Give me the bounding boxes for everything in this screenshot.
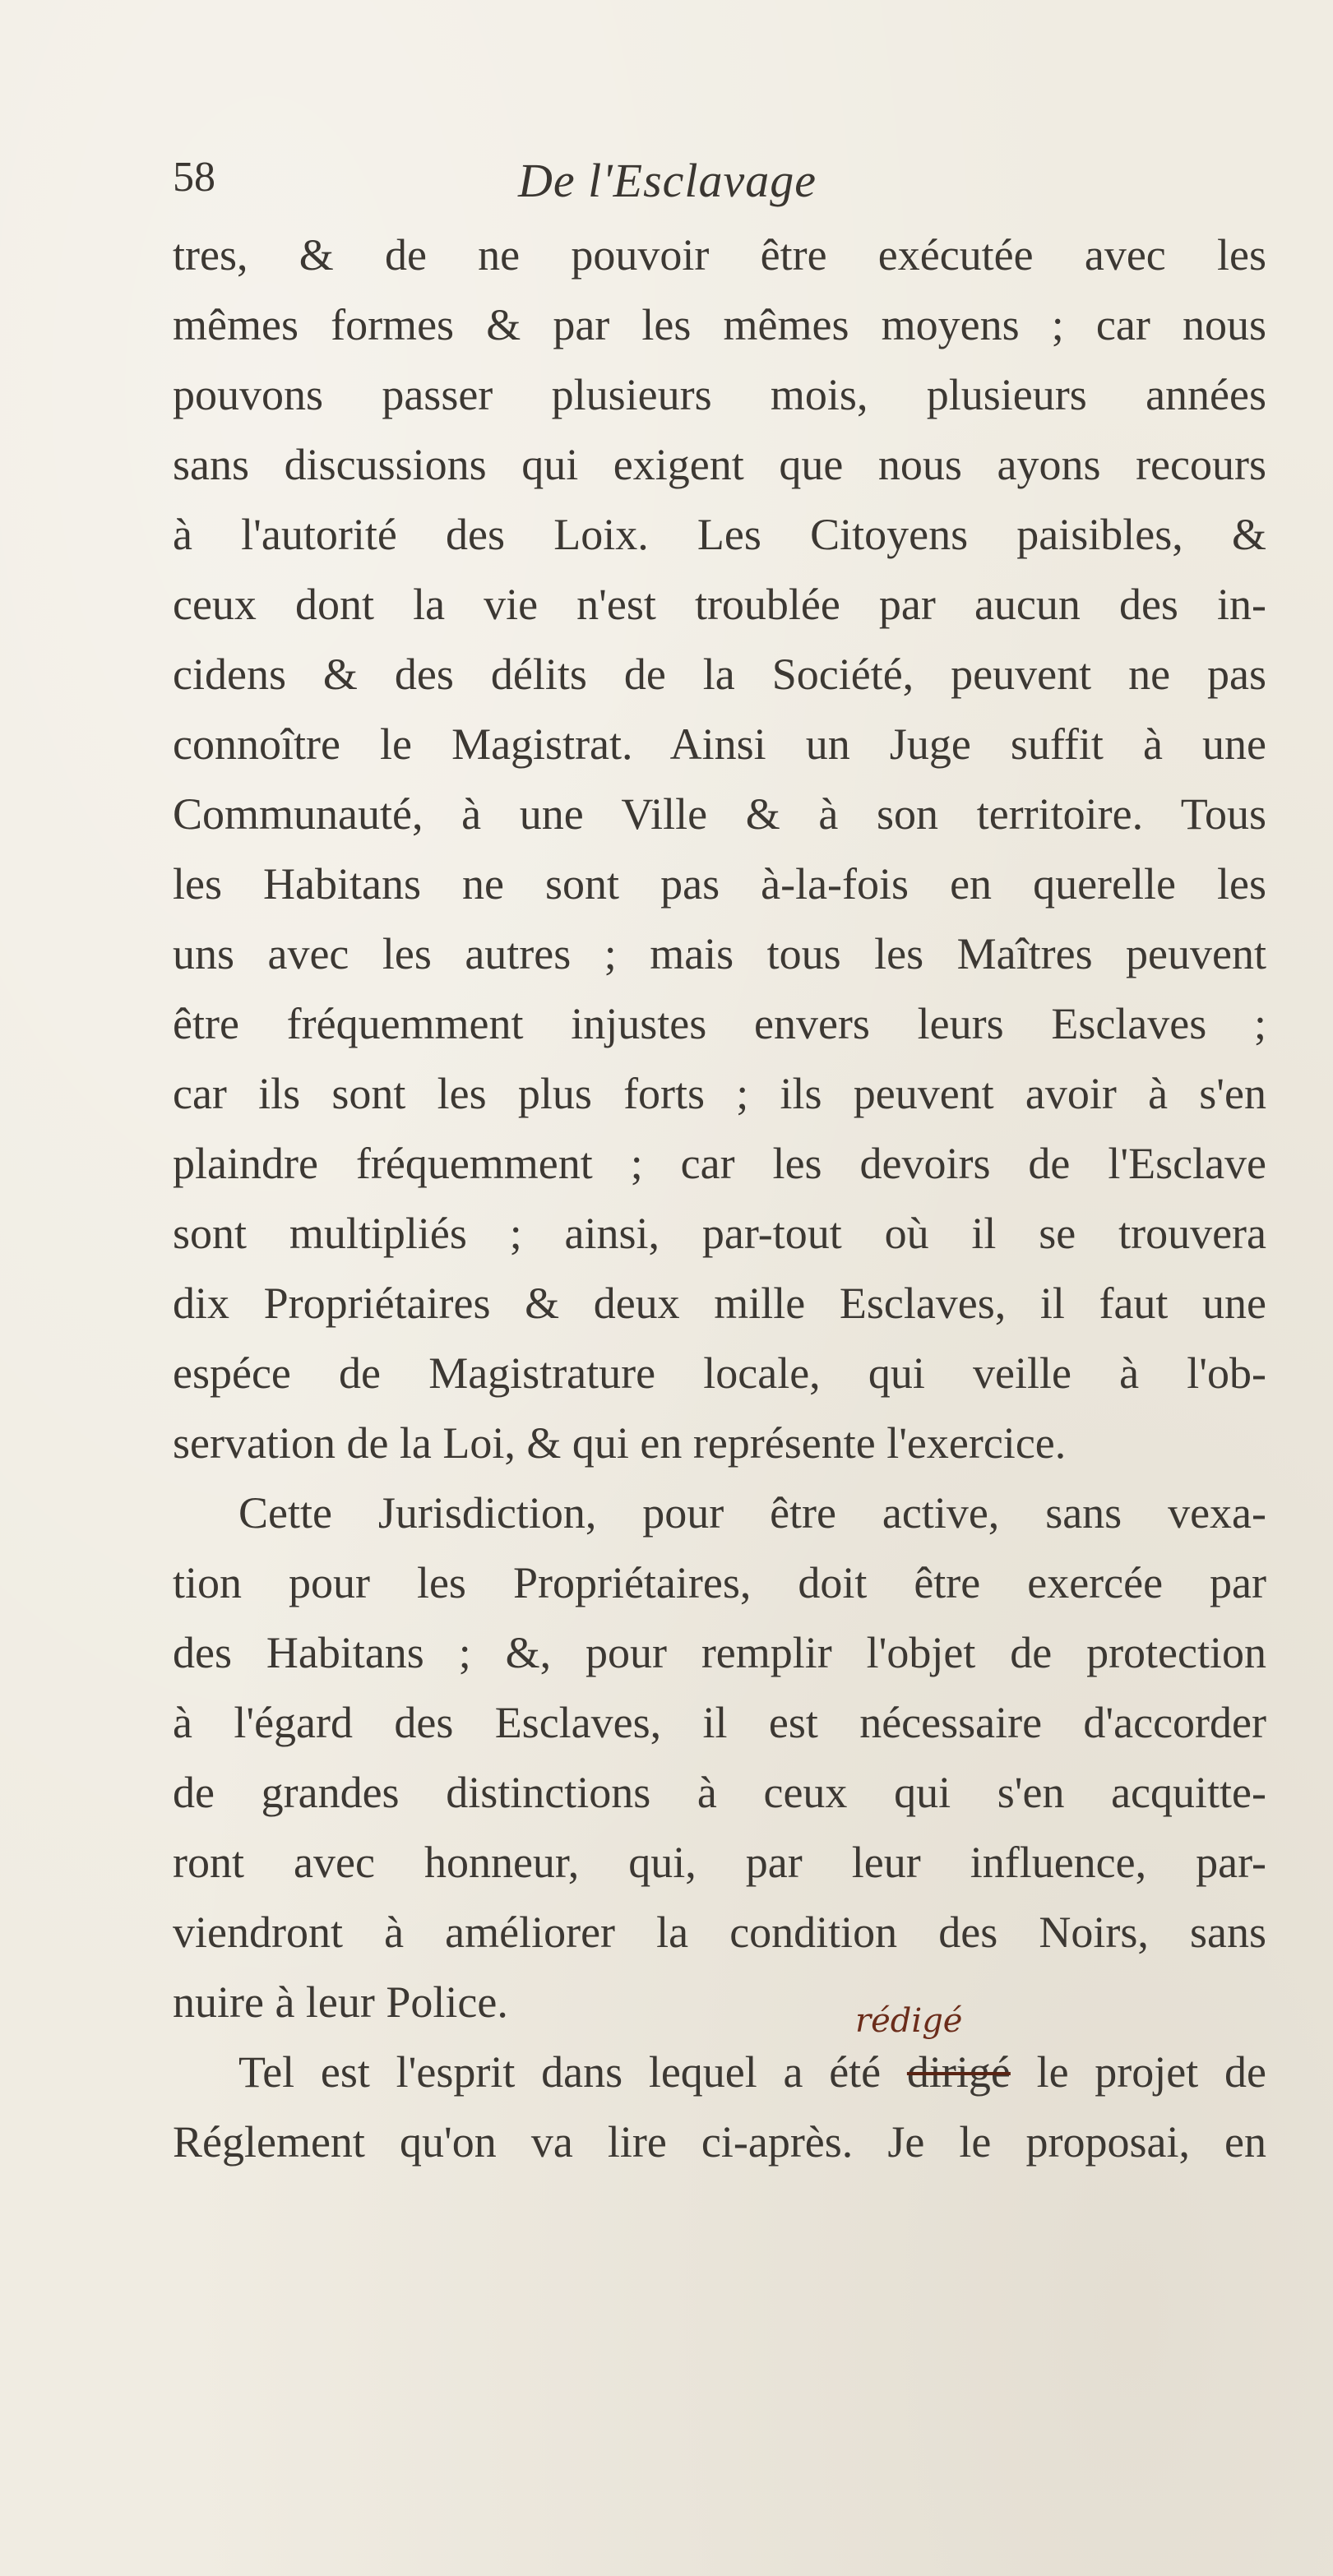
page-header xyxy=(173,153,1275,219)
line-text-before: Tel est l'esprit dans lequel a été xyxy=(238,2047,907,2097)
paragraph-start-line: Cette Jurisdiction, pour être active, sans vexa- xyxy=(238,1488,1266,1538)
text-line: à l'égard des Esclaves, il est nécessaire d'accorder xyxy=(173,1698,1266,1747)
text-line: des Habitans ; &, pour remplir l'objet de protection xyxy=(173,1628,1266,1677)
text-line: ceux dont la vie n'est troublée par aucun des in- xyxy=(173,580,1266,629)
text-line: les Habitans ne sont pas à-la-fois en querelle les xyxy=(173,859,1266,909)
text-line: connoître le Magistrat. Ainsi un Juge suffit à une xyxy=(173,719,1266,769)
page-number: 58 xyxy=(173,154,215,201)
text-line: être fréquemment injustes envers leurs Esclaves ; xyxy=(173,999,1266,1048)
text-line: sont multipliés ; ainsi, par-tout où il se trouvera xyxy=(173,1209,1266,1258)
body-text xyxy=(173,220,1266,2177)
text-line: à l'autorité des Loix. Les Citoyens paisibles, & xyxy=(173,510,1266,559)
text-line: Communauté, à une Ville & à son territoire. Tous xyxy=(173,789,1266,839)
text-line: car ils sont les plus forts ; ils peuvent avoir à s'en xyxy=(173,1069,1266,1118)
text-line: de grandes distinctions à ceux qui s'en acquitte- xyxy=(173,1768,1266,1817)
line-text-after: le projet de xyxy=(1010,2047,1266,2097)
text-line: nuire à leur Police. xyxy=(173,1977,508,2027)
text-line: tion pour les Propriétaires, doit être exercée par xyxy=(173,1558,1266,1607)
text-line: mêmes formes & par les mêmes moyens ; car nous xyxy=(173,300,1266,349)
text-line: pouvons passer plusieurs mois, plusieurs années xyxy=(173,370,1266,419)
text-line: servation de la Loi, & qui en représente l'exercice. xyxy=(173,1418,1067,1468)
text-line: Réglement qu'on va lire ci-après. Je le proposai, en xyxy=(173,2117,1266,2167)
text-line: viendront à améliorer la condition des Noirs, sans xyxy=(173,1908,1266,1957)
text-line: tres, & de ne pouvoir être exécutée avec les xyxy=(173,230,1266,280)
text-line: uns avec les autres ; mais tous les Maîtres peuvent xyxy=(173,929,1266,978)
handwritten-annotation: rédigé xyxy=(855,2002,963,2040)
text-line: cidens & des délits de la Société, peuvent ne pas xyxy=(173,650,1266,699)
running-head: De l'Esclavage xyxy=(518,154,817,207)
text-line: espéce de Magistrature locale, qui veille à l'ob- xyxy=(173,1348,1266,1398)
text-line: ront avec honneur, qui, par leur influence, par- xyxy=(173,1838,1266,1887)
text-line: sans discussions qui exigent que nous ayons recours xyxy=(173,440,1266,489)
text-line: plaindre fréquemment ; car les devoirs de l'Esclave xyxy=(173,1139,1266,1188)
text-line: dix Propriétaires & deux mille Esclaves, il faut une xyxy=(173,1279,1266,1328)
struck-word: dirigé xyxy=(906,2047,1011,2097)
